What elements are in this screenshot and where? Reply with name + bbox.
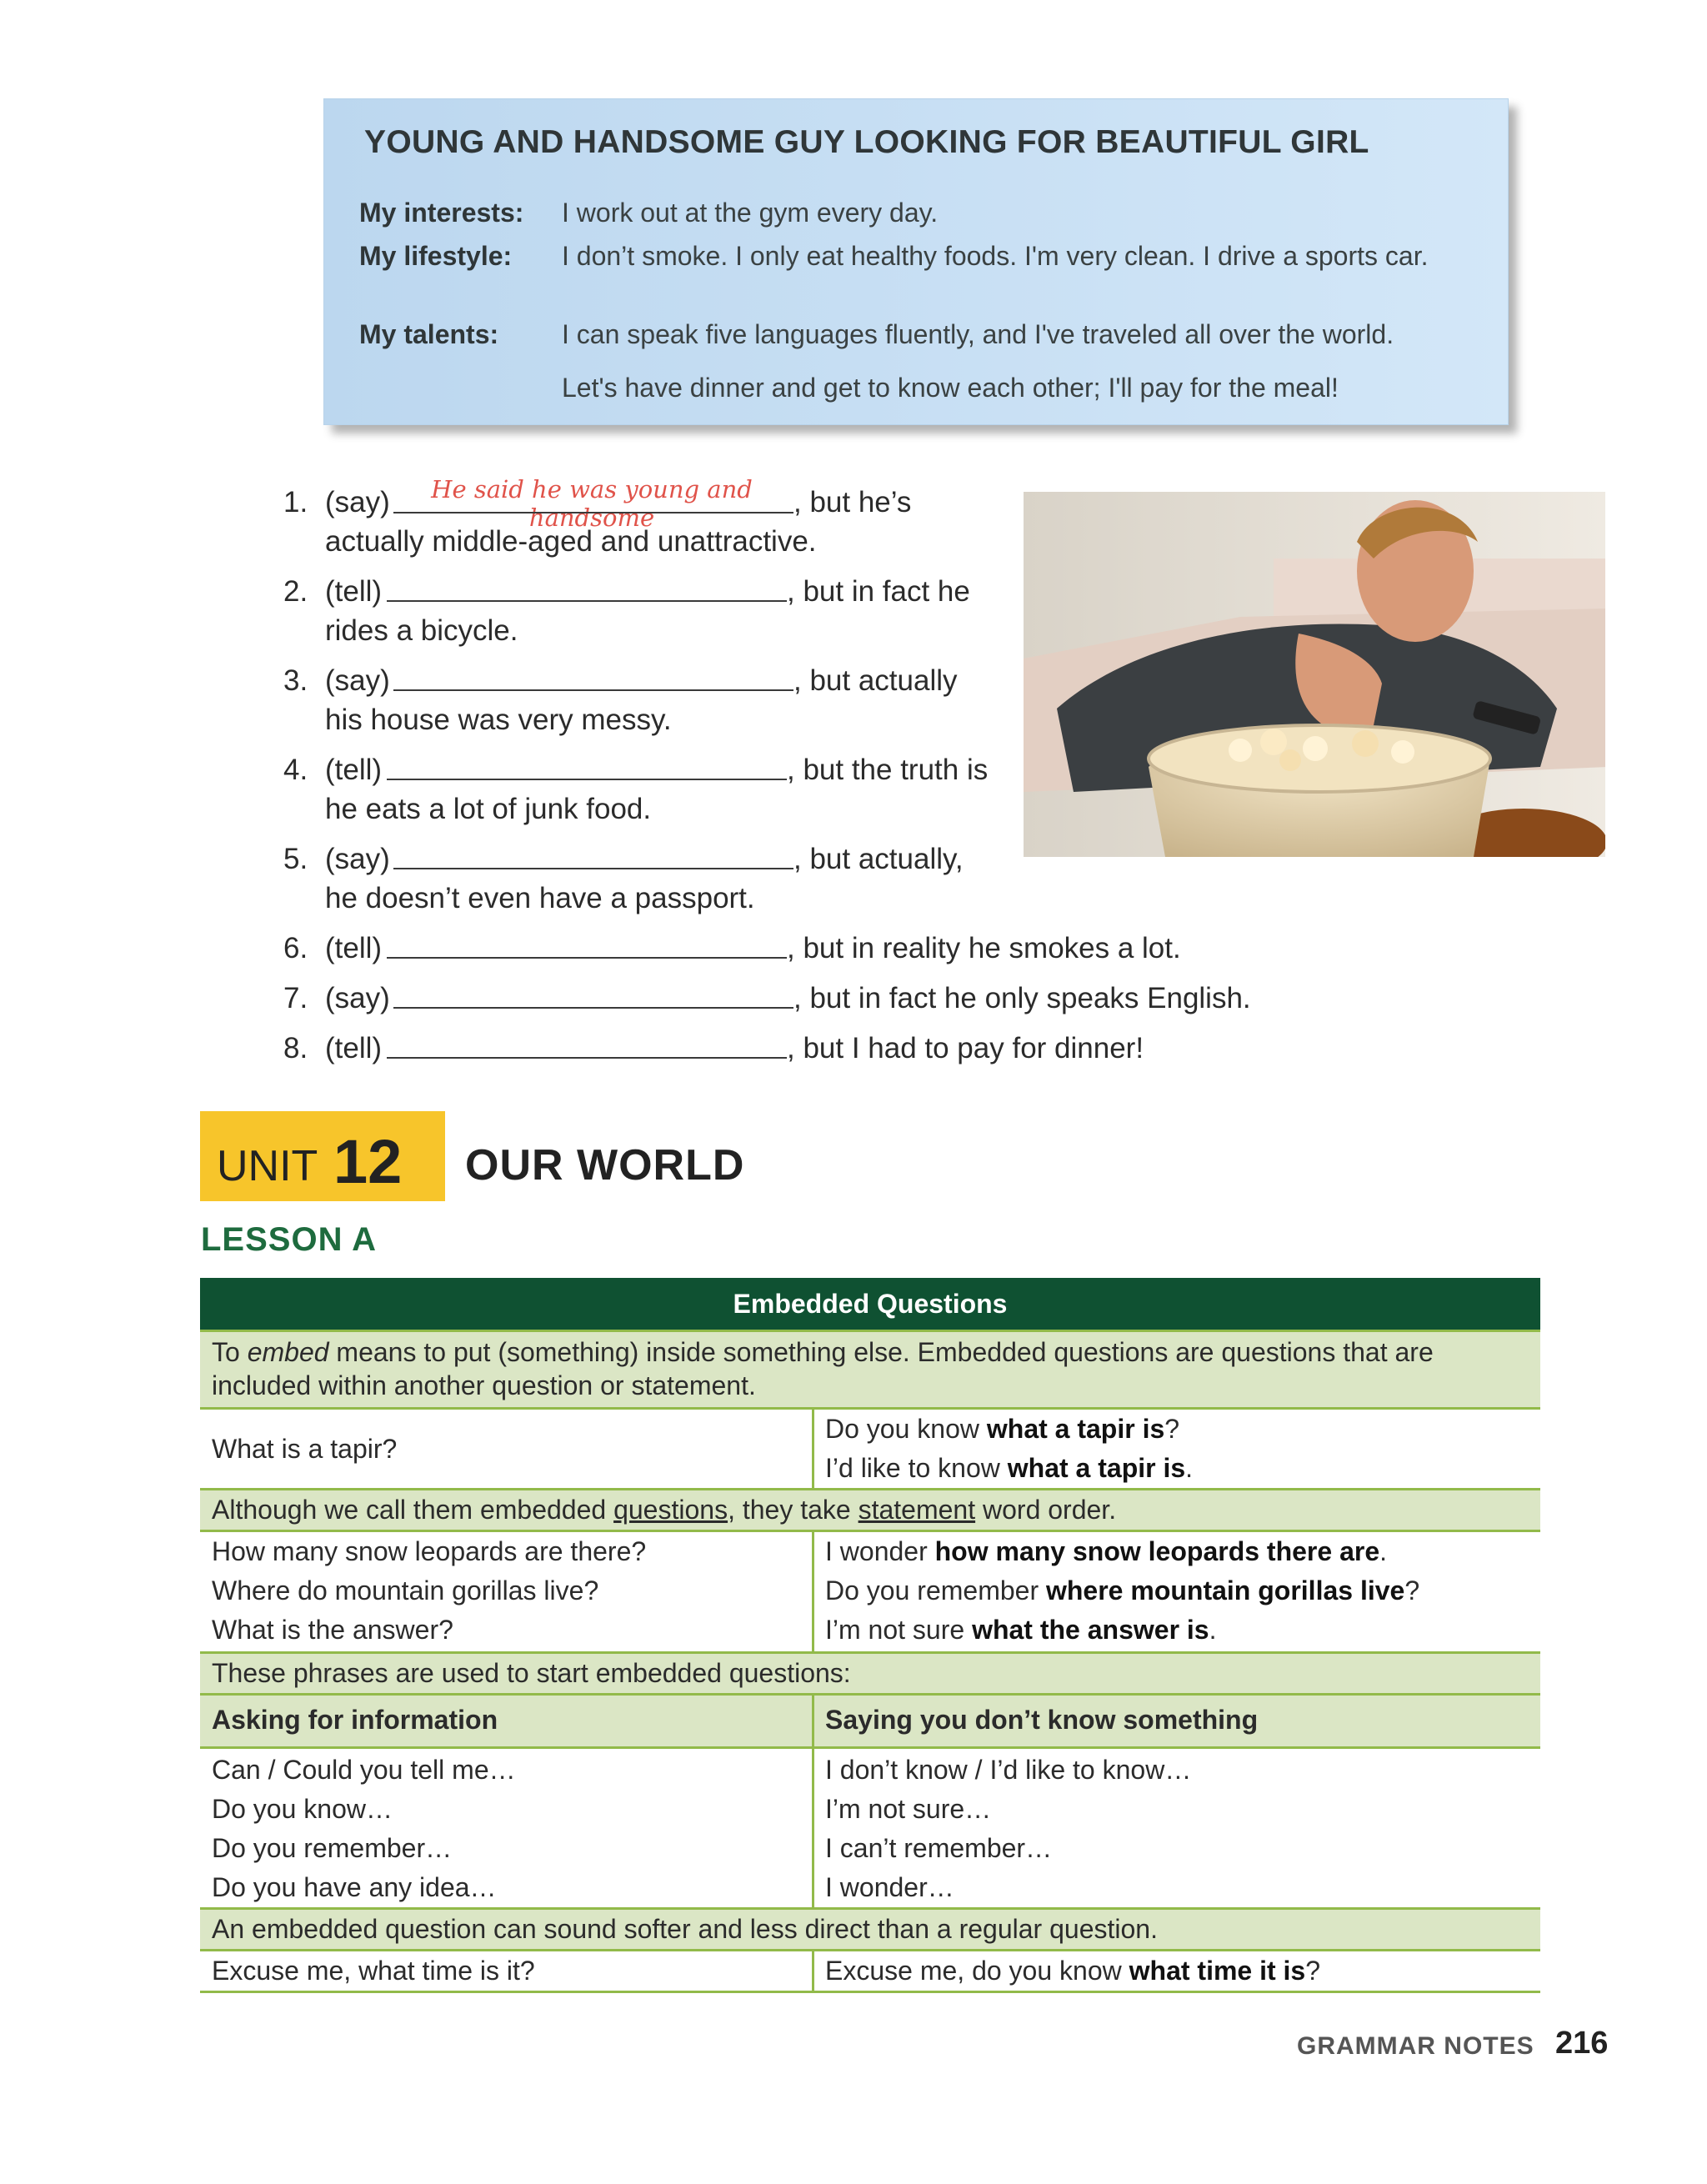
phrase-item: I can’t remember… — [825, 1833, 1053, 1863]
ad-label-interests: My interests: — [359, 198, 524, 228]
item-rest: , but in reality he smokes a lot. — [787, 932, 1181, 964]
phrase-item: Can / Could you tell me… — [212, 1755, 516, 1785]
question-embedded: I’d like to know what a tapir is. — [825, 1453, 1194, 1483]
ad-text-lifestyle: I don’t smoke. I only eat healthy foods. I'm very clean. I drive a sports car. — [562, 241, 1429, 271]
phrase-item: I don’t know / I’d like to know… — [825, 1755, 1192, 1785]
table-subheader-row — [200, 1693, 1540, 1746]
phrase-item: Do you remember… — [212, 1833, 453, 1863]
item-line2: rides a bicycle. — [325, 614, 518, 647]
unit-title: OUR WORLD — [465, 1141, 745, 1190]
unit-word: UNIT — [217, 1142, 318, 1190]
ad-label-talents: My talents: — [359, 319, 499, 349]
item-line2: his house was very messy. — [325, 704, 672, 736]
item-number: 4. — [283, 754, 308, 786]
table-title: Embedded Questions — [200, 1278, 1540, 1330]
answer-blank[interactable] — [387, 957, 787, 959]
question-embedded: Do you know what a tapir is? — [825, 1414, 1180, 1444]
question-embedded: Do you remember where mountain gorillas live? — [825, 1575, 1420, 1605]
item-rest: , but in fact he — [787, 575, 970, 608]
answer-blank[interactable] — [387, 779, 787, 780]
footer-section-label: GRAMMAR NOTES — [1297, 2032, 1534, 2060]
item-verb: (say) — [325, 486, 390, 518]
question-plain: Where do mountain gorillas live? — [212, 1575, 599, 1605]
phrase-item: I’m not sure… — [825, 1794, 992, 1824]
item-line2: he doesn’t even have a passport. — [325, 882, 755, 914]
table-note-row — [200, 1907, 1540, 1949]
word-order-note: Although we call them embedded questions, they take statement word order. — [212, 1495, 1117, 1525]
item-number: 3. — [283, 664, 308, 697]
phrases-note: These phrases are used to start embedded questions: — [212, 1658, 851, 1688]
answer-blank[interactable] — [387, 1057, 787, 1059]
phrase-item: I wonder… — [825, 1872, 954, 1902]
unit-number: 12 — [333, 1127, 403, 1196]
phrase-item: Do you have any idea… — [212, 1872, 497, 1902]
item-number: 6. — [283, 932, 308, 964]
table-row — [200, 1530, 1540, 1651]
lesson-heading: LESSON A — [201, 1221, 377, 1258]
softer-note: An embedded question can sound softer and less direct than a regular question. — [212, 1914, 1158, 1944]
photo-man-eating-popcorn — [1024, 492, 1605, 857]
item-number: 2. — [283, 575, 308, 608]
question-plain: Excuse me, what time is it? — [212, 1956, 535, 1986]
heading-asking: Asking for information — [212, 1705, 498, 1735]
question-plain: What is the answer? — [212, 1615, 453, 1645]
table-note-row — [200, 1651, 1540, 1693]
answer-blank[interactable] — [393, 868, 793, 869]
table-row — [200, 1746, 1540, 1907]
item-number: 1. — [283, 486, 308, 518]
question-embedded: I wonder how many snow leopards there are. — [825, 1536, 1387, 1566]
ad-label-lifestyle: My lifestyle: — [359, 241, 513, 271]
answer-blank[interactable] — [387, 600, 787, 602]
table-intro-row — [200, 1330, 1540, 1407]
item-verb: (tell) — [325, 1032, 383, 1064]
table-note-row — [200, 1488, 1540, 1530]
ad-text-talents: I can speak five languages fluently, and I've traveled all over the world. — [562, 319, 1394, 349]
item-number: 8. — [283, 1032, 308, 1064]
item-line2: actually middle-aged and unattractive. — [325, 525, 817, 558]
item-verb: (say) — [325, 664, 390, 697]
table-row — [200, 1949, 1540, 1993]
answer-blank[interactable] — [393, 512, 793, 513]
item-verb: (tell) — [325, 575, 383, 608]
item-rest: , but he’s — [793, 486, 912, 518]
item-number: 5. — [283, 843, 308, 875]
unit-badge — [200, 1111, 445, 1201]
table-row — [200, 1407, 1540, 1488]
question-plain: What is a tapir? — [212, 1434, 398, 1464]
item-rest: , but I had to pay for dinner! — [787, 1032, 1144, 1064]
ad-text-interests: I work out at the gym every day. — [562, 198, 939, 228]
item-verb: (tell) — [325, 754, 383, 786]
page-number: 216 — [1555, 2026, 1609, 2061]
item-rest: , but actually — [793, 664, 958, 697]
question-embedded: Excuse me, do you know what time it is? — [825, 1956, 1321, 1986]
item-verb: (tell) — [325, 932, 383, 964]
question-plain: How many snow leopards are there? — [212, 1536, 647, 1566]
item-line2: he eats a lot of junk food. — [325, 793, 652, 825]
question-embedded: I’m not sure what the answer is. — [825, 1615, 1217, 1645]
ad-closing: Let's have dinner and get to know each other; I'll pay for the meal! — [562, 373, 1339, 403]
item-rest: , but the truth is — [787, 754, 989, 786]
item-rest: , but actually, — [793, 843, 964, 875]
item-answer: He said he was young and handsome — [431, 475, 753, 532]
ad-title: YOUNG AND HANDSOME GUY LOOKING FOR BEAUTIFUL GIRL — [364, 124, 1369, 160]
answer-blank[interactable] — [393, 1007, 793, 1009]
item-number: 7. — [283, 982, 308, 1014]
heading-not-knowing: Saying you don’t know something — [825, 1705, 1259, 1735]
intro-text: To embed means to put (something) inside something else. Embedded questions are questions that are included within another question or statement. — [212, 1337, 1434, 1400]
item-rest: , but in fact he only speaks English. — [793, 982, 1251, 1014]
item-verb: (say) — [325, 843, 390, 875]
answer-blank[interactable] — [393, 689, 793, 691]
item-verb: (say) — [325, 982, 390, 1014]
personal-ad-box — [323, 98, 1509, 425]
phrase-item: Do you know… — [212, 1794, 393, 1824]
